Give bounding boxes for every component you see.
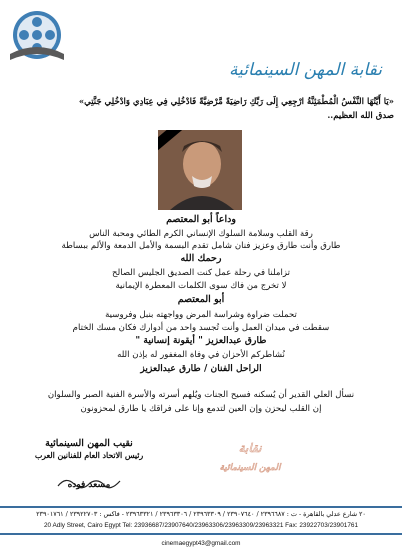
address-english: 20 Adly Street, Cairo Egypt Tel: 23936687/23907640/23963306/23963309/23963321 Fax: 23922703/23901761 [44,522,358,529]
official-stamp [215,432,285,482]
verse-closing: صدق الله العظيم.. [327,111,394,121]
signature-block [34,438,144,490]
address-arabic: ٢٠ شارع عدلي بالقاهرة - ت : ٢٣٩٦٦٨٧ / ٢٣٩٠٧٦٤٠ / ٢٣٩٦٣٣٠٩ / ٢٣٩٦٣٣٠٦ / ٢٣٩٦٣٣٢١ - فاكس : ٢٣٩٢٢٧٠٣ / ٢٣٩٠١٧٦١ [36,510,366,518]
body-line: تزاملنا في رحلة عمل كنت الصديق الجليس الصالح [112,268,290,278]
body-line: تحملت ضراوة وشراسة المرض وواجهته بنبل وفروسية [105,310,297,320]
svg-text:المهن السينمائية: المهن السينمائية [219,463,281,473]
portrait-photo [158,130,242,210]
body-line: طارق وأنت طارق وعزيز فنان شامل تقدم البسمة والأمل الدمعة والألم ببساطة [61,241,341,251]
body-line: سقطت في ميدان العمل وأنت تُجسد واحد من أدوارك فكان مسك الختام [72,323,330,333]
signatory-name: مسعد فوده [67,480,111,490]
signatory-title-2: رئيس الاتحاد العام للفنانين العرب [34,451,144,460]
abu-heading: أبو المعتصم [177,294,225,305]
body-line: نُشاطركم الأحزان في وفاة المغفور له بإذن الله [117,350,285,360]
contact-email[interactable]: cinemaegypt43@gmail.com [161,540,241,547]
body-line: لا تخرج من فاك سوى الكلمات المعطرة الإيمانية [115,281,287,291]
signatory-title: نقيب المهن السينمائية [45,438,133,449]
org-name: نقابة المهن السينمائية [229,60,382,80]
handwritten-signature [54,474,124,492]
rahmak-heading: رحمك الله [180,253,222,264]
svg-text:نقابة: نقابة [238,441,262,455]
icon-line: طارق عبدالعزيز " أيقونة إنسانية " [135,335,267,346]
footer-divider [0,533,402,535]
body-line: نسأل العلي القدير أن يُسكنه فسيح الجنات ويُلهم أسرته والأسرة الفنية الصبر والسلوان [47,390,355,400]
quran-verse: «يَا أَيَّتُهَا النَّفْسُ الْمُطْمَئِنَّةُ ارْجِعِي إِلَى رَبِّكِ رَاضِيَةً مَّرْضِيَّةً فَادْخُلِي فِي عِبَادِي وَادْخُلِي جَنَّتِي» [78,97,394,107]
footer-divider [0,506,402,508]
body-line: إن القلب ليحزن وإن العين لتدمع وإنا على فراقك يا طارق لمحزونون [80,404,322,414]
film-reel-logo [6,4,68,66]
farewell-heading: وداعاً أبو المعتصم [166,214,236,225]
body-line: رقة القلب وسلامة السلوك الإنساني الكرم الطائي ومحبة الناس [89,229,313,239]
deceased-name: الراحل الفنان / طارق عبدالعزيز [140,363,262,374]
